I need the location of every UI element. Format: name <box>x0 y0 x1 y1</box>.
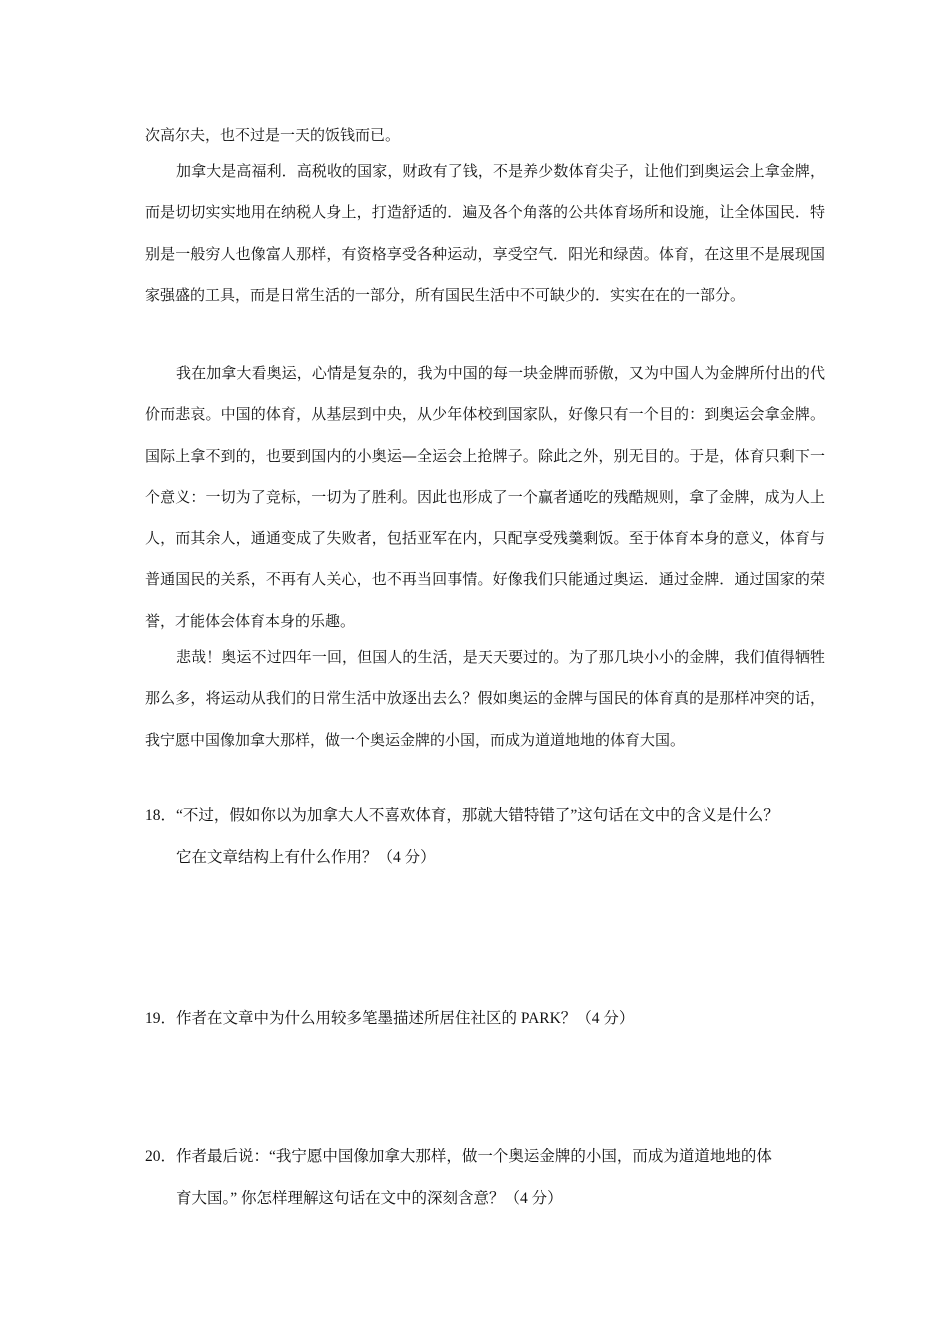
question-20 <box>145 1136 825 1219</box>
passage-paragraph-3: 我在加拿大看奥运，心情是复杂的，我为中国的每一块金牌而骄傲，又为中国人为金牌所付出的代价而悲哀。中国的体育，从基层到中央，从少年体校到国家队，好像只有一个目的：到奥运会拿金牌。国际上拿不到的，也要到国内的小奥运—全运会上抢牌子。除此之外，别无目的。于是，体育只剩下一个意义：一切为了竞标，一切为了胜利。因此也形成了一个赢者通吃的残酷规则，拿了金牌，成为人上人，而其余人，通通变成了失败者，包括亚军在内，只配享受残羹剩饭。至于体育本身的意义，体育与普通国民的关系，不再有人关心，也不再当回事情。好像我们只能通过奥运．通过金牌．通过国家的荣誉，才能体会体育本身的乐趣。 <box>145 364 825 630</box>
passage-paragraph-4: 悲哉！奥运不过四年一回，但国人的生活，是天天要过的。为了那几块小小的金牌，我们值得牺牲那么多，将运动从我们的日常生活中放逐出去么？假如奥运的金牌与国民的体育真的是那样冲突的话，我宁愿中国像加拿大那样，做一个奥运金牌的小国，而成为道道地地的体育大国。 <box>145 648 825 749</box>
question-20-text: 20．作者最后说：“我宁愿中国像加拿大那样，做一个奥运金牌的小国，而成为道道地地的体 <box>145 1148 772 1165</box>
question-19-text: 19．作者在文章中为什么用较多笔墨描述所居住社区的 PARK？（4 分） <box>145 1010 635 1027</box>
question-18-text: 18．“不过，假如你以为加拿大人不喜欢体育，那就大错特错了”这句话在文中的含义是什么？ <box>145 807 779 824</box>
question-18-continuation: 它在文章结构上有什么作用？（4 分） <box>176 848 436 866</box>
passage-paragraph-1: 次高尔夫，也不过是一天的饭钱而已。 <box>145 126 401 144</box>
question-20-continuation: 育大国。” 你怎样理解这句话在文中的深刻含意？（4 分） <box>176 1189 563 1207</box>
question-18 <box>145 795 825 878</box>
passage-paragraph-2: 加拿大是高福利．高税收的国家，财政有了钱，不是养少数体育尖子，让他们到奥运会上拿金牌，而是切切实实地用在纳税人身上，打造舒适的．遍及各个角落的公共体育场所和设施，让全体国民．特别是一般穷人也像富人那样，有资格享受各种运动，享受空气．阳光和绿茵。体育，在这里不是展现国家强盛的工具，而是日常生活的一部分，所有国民生活中不可缺少的．实实在在的一部分。 <box>145 162 825 304</box>
question-19 <box>145 998 825 1040</box>
